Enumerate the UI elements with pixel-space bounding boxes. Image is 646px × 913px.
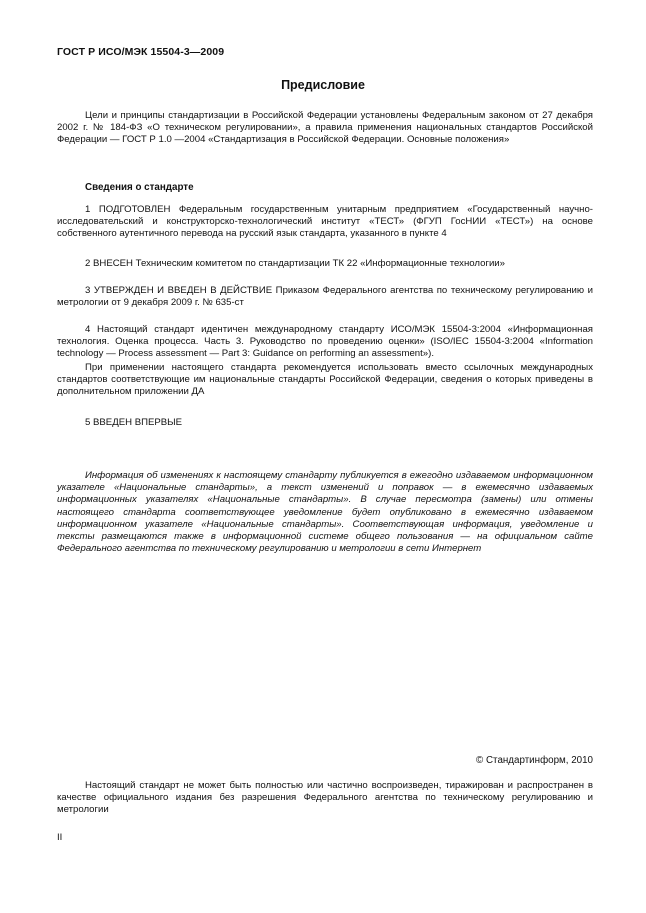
intro-paragraph: Цели и принципы стандартизации в Российской Федерации установлены Федеральным законом от 27 декабря 2002 г. № 184-ФЗ «О техническом регулировании», а правила применения национальных стандартов Российской Федерации — ГОСТ Р 1.0 —2004 «Стандартизация в Российской Федерации. Основные положения» — [57, 110, 593, 146]
section-subheading: Сведения о стандарте — [85, 182, 194, 193]
page-title: Предисловие — [281, 78, 365, 92]
copyright-line: © Стандартинформ, 2010 — [476, 755, 593, 766]
change-info-notice: Информация об изменениях к настоящему стандарту публикуется в ежегодно издаваемом информационном указателе «Национальные стандарты», а текст изменений и поправок — в ежемесячно издаваемых информационных указателях «Национальные стандарты». В случае пересмотра (замены) или отмены настоящего стандарта соответствующее уведомление будет опубликовано в ежемесячно издаваемом информационном указателе «Национальные стандарты». Соответствующая информация, уведомление и тексты размещаются также в информационной системе общего пользования — на официальном сайте Федерального агентства по техническому регулированию и метрологии в сети Интернет — [57, 470, 593, 555]
item-5-paragraph: 5 ВВЕДЕН ВПЕРВЫЕ — [85, 417, 183, 428]
reproduction-rights-notice: Настоящий стандарт не может быть полностью или частично воспроизведен, тиражирован и распространен в качестве официального издания без разрешения Федерального агентства по техническому регулированию и метрологии — [57, 780, 593, 816]
item-3-paragraph: 3 УТВЕРЖДЕН И ВВЕДЕН В ДЕЙСТВИЕ Приказом Федерального агентства по техническому регулированию и метрологии от 9 декабря 2009 г. № 635-ст — [57, 285, 593, 309]
page-number: II — [57, 832, 63, 843]
item-2-paragraph: 2 ВНЕСЕН Техническим комитетом по стандартизации ТК 22 «Информационные технологии» — [85, 258, 505, 269]
item-1-paragraph: 1 ПОДГОТОВЛЕН Федеральным государственным унитарным предприятием «Государственный научно-исследовательский и конструкторско-технологический институт «ТЕСТ» (ФГУП ГосНИИ «ТЕСТ») на основе собственного аутентичного перевода на русский язык стандарта, указанного в пункте 4 — [57, 204, 593, 240]
item-4-note-paragraph: При применении настоящего стандарта рекомендуется использовать вместо ссылочных международных стандартов соответствующие им национальные стандарты Российской Федерации, сведения о которых приведены в дополнительном приложении ДА — [57, 362, 593, 398]
document-header: ГОСТ Р ИСО/МЭК 15504-3—2009 — [57, 46, 225, 58]
item-4-paragraph: 4 Настоящий стандарт идентичен международному стандарту ИСО/МЭК 15504-3:2004 «Информационная технология. Оценка процесса. Часть 3. Руководство по проведению оценки» (ISO/IEC 15504-3:2004 «Information technology — Process assessment — Part 3: Guidance on performing an assessment»). — [57, 324, 593, 360]
